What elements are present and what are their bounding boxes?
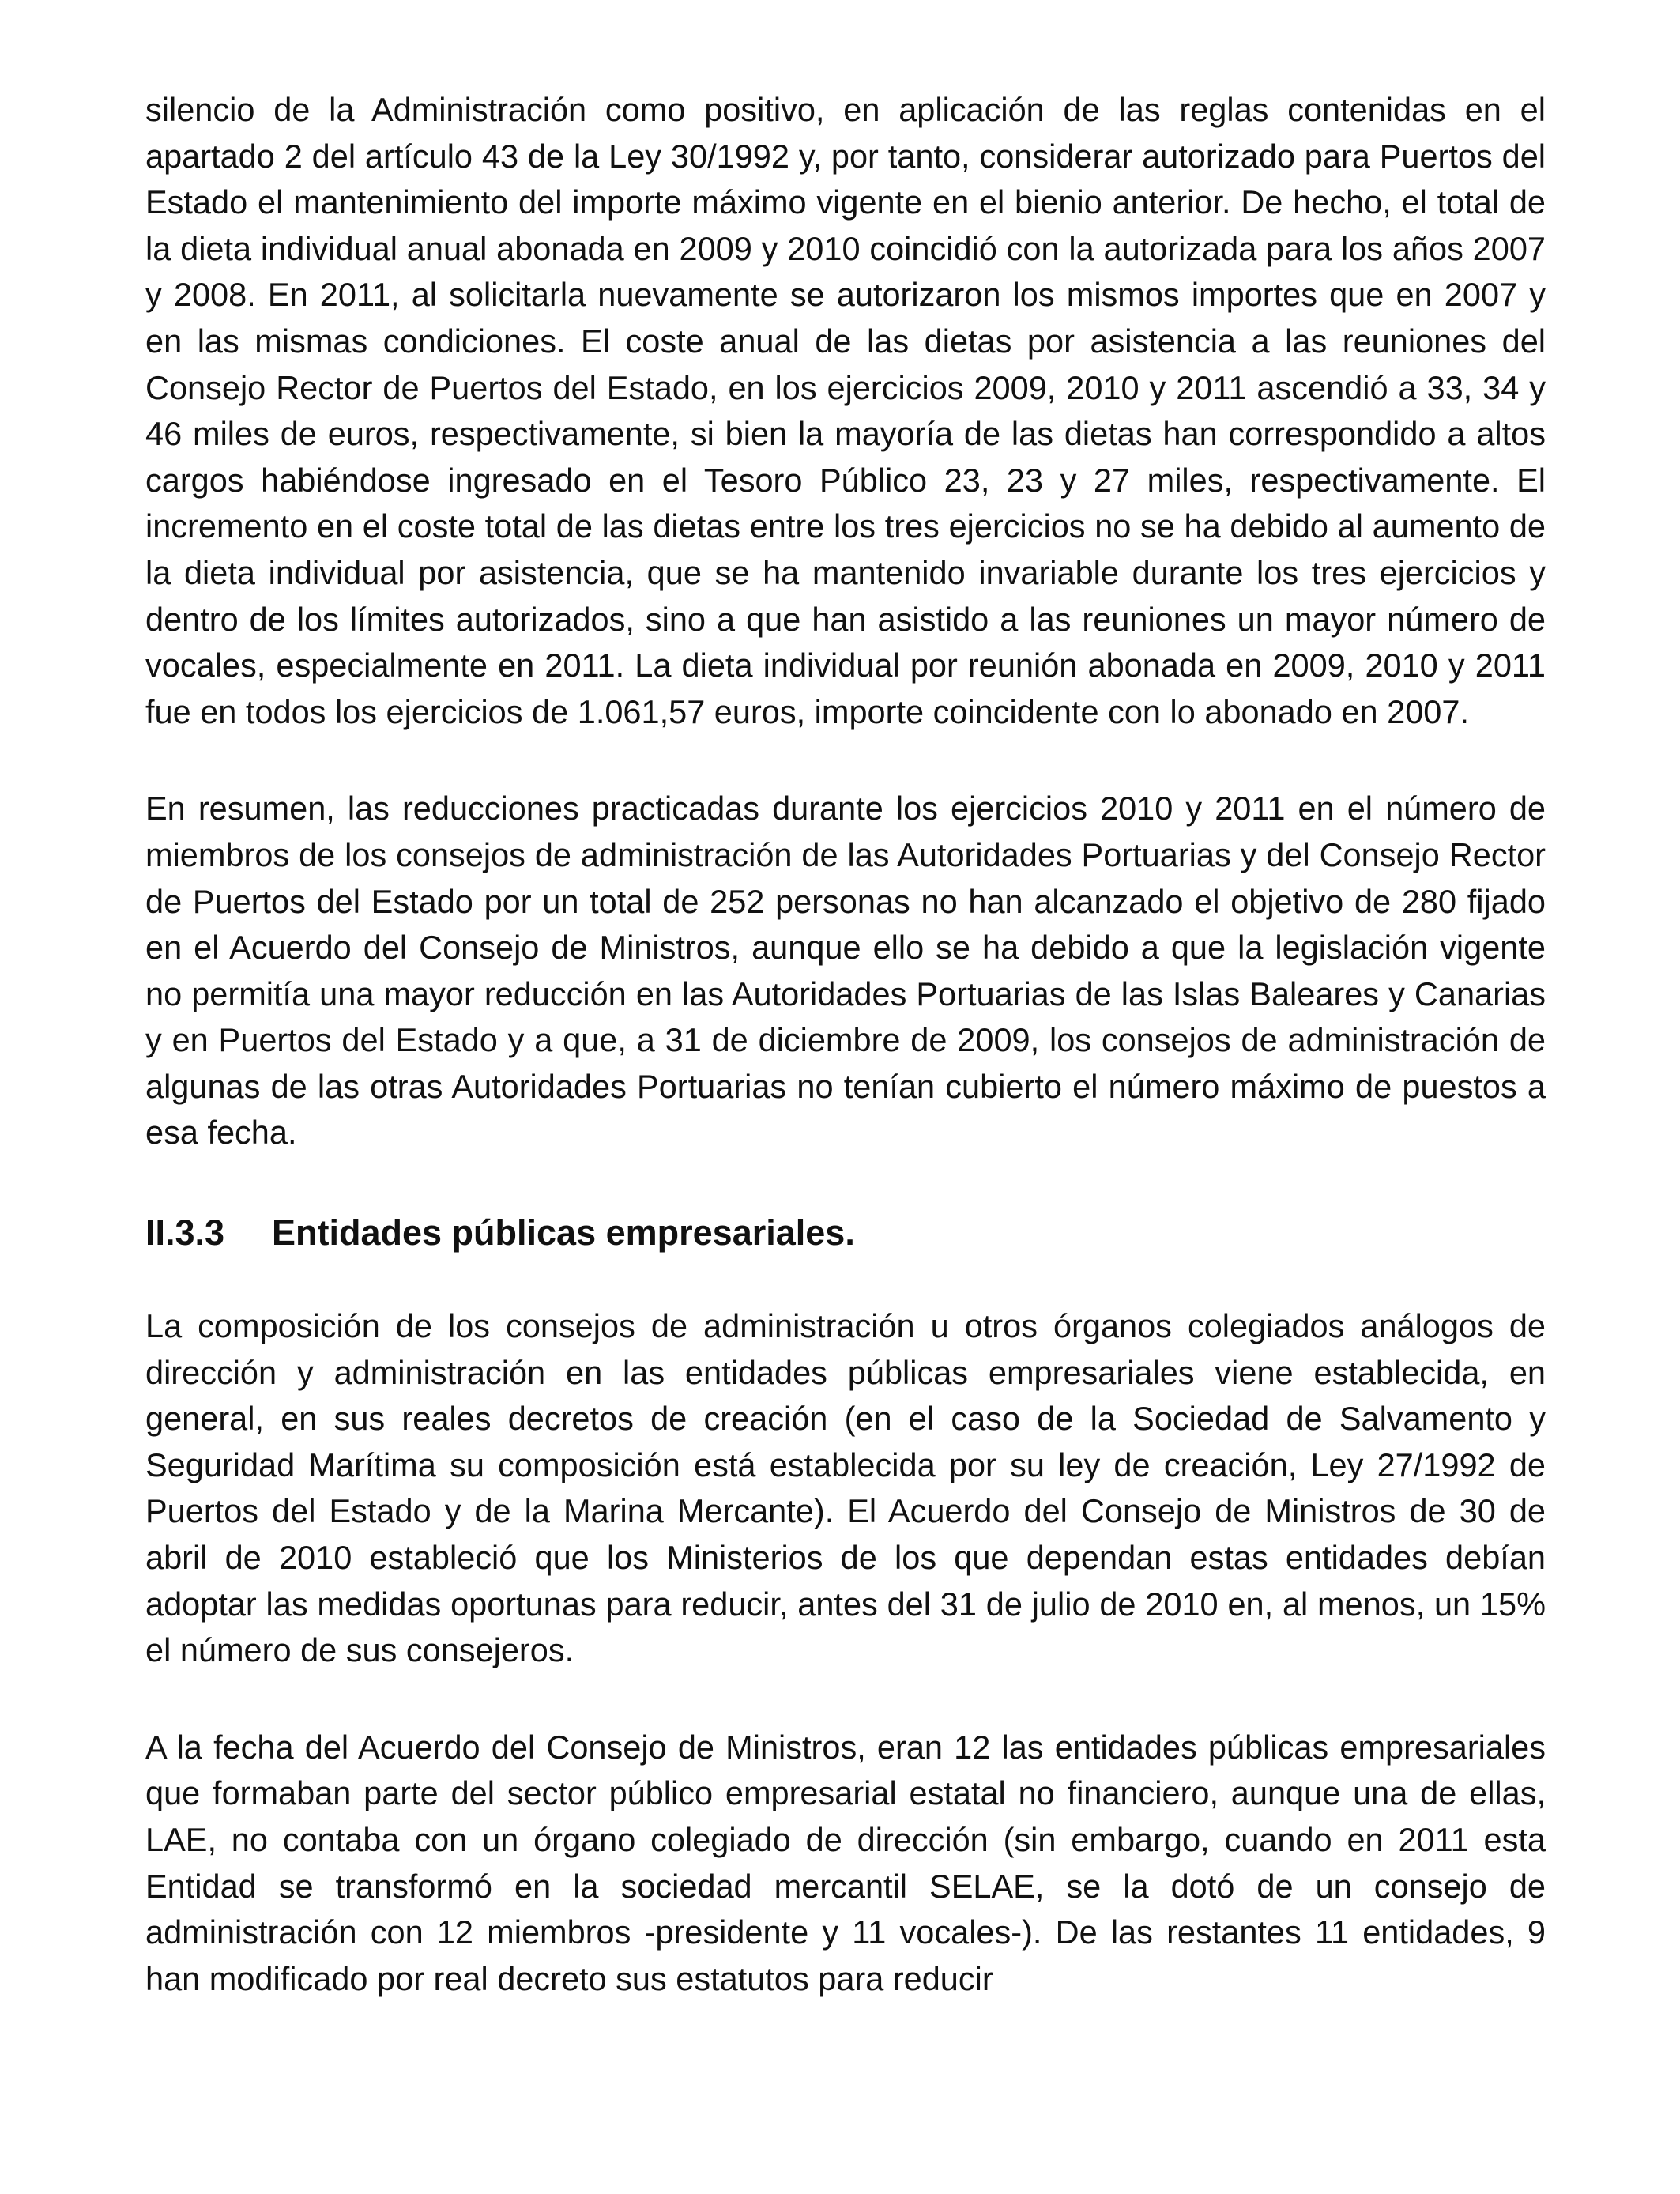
section-title: Entidades públicas empresariales. [272, 1212, 855, 1253]
paragraph-entidades-publicas: A la fecha del Acuerdo del Consejo de Ministros, eran 12 las entidades públicas empresariales que formaban parte del sector público empresarial estatal no financiero, aunque una de ellas, LAE, no contaba con un órgano colegiado de dirección (sin embargo, cuando en 2011 esta Entidad se transformó en la sociedad mercantil SELAE, se la dotó de un consejo de administración con 12 miembros -presidente y 11 vocales-). De las restantes 11 entidades, 9 han modificado por real decreto sus estatutos para reducir [145, 1728, 1546, 1997]
paragraph-resumen-reducciones: En resumen, las reducciones practicadas durante los ejercicios 2010 y 2011 en el número de miembros de los consejos de administración de las Autoridades Portuarias y del Consejo Rector de Puertos del Estado por un total de 252 personas no han alcanzado el objetivo de 280 fijado en el Acuerdo del Consejo de Ministros, aunque ello se ha debido a que la legislación vigente no permitía una mayor reducción en las Autoridades Portuarias de las Islas Baleares y Canarias y en Puertos del Estado y a que, a 31 de diciembre de 2009, los consejos de administración de algunas de las otras Autoridades Portuarias no tenían cubierto el número máximo de puestos a esa fecha. [145, 790, 1546, 1152]
section-heading [145, 1210, 1546, 1256]
paragraph-composicion-consejos: La composición de los consejos de administración u otros órganos colegiados análogos de dirección y administración en las entidades públicas empresariales viene establecida, en general, en sus reales decretos de creación (en el caso de la Sociedad de Salvamento y Seguridad Marítima su composición está establecida por su ley de creación, Ley 27/1992 de Puertos del Estado y de la Marina Mercante). El Acuerdo del Consejo de Ministros de 30 de abril de 2010 estableció que los Ministerios de los que dependan estas entidades debían adoptar las medidas oportunas para reducir, antes del 31 de julio de 2010 en, al menos, un 15% el número de sus consejeros. [145, 1307, 1546, 1669]
paragraph-dietas-consejo-rector: silencio de la Administración como positivo, en aplicación de las reglas contenidas en el apartado 2 del artículo 43 de la Ley 30/1992 y, por tanto, considerar autorizado para Puertos del Estado el mantenimiento del importe máximo vigente en el bienio anterior. De hecho, el total de la dieta individual anual abonada en 2009 y 2010 coincidió con la autorizada para los años 2007 y 2008. En 2011, al solicitarla nuevamente se autorizaron los mismos importes que en 2007 y en las mismas condiciones. El coste anual de las dietas por asistencia a las reuniones del Consejo Rector de Puertos del Estado, en los ejercicios 2009, 2010 y 2011 ascendió a 33, 34 y 46 miles de euros, respectivamente, si bien la mayoría de las dietas han correspondido a altos cargos habiéndose ingresado en el Tesoro Público 23, 23 y 27 miles, respectivamente. El incremento en el coste total de las dietas entre los tres ejercicios no se ha debido al aumento de la dieta individual por asistencia, que se ha mantenido invariable durante los tres ejercicios y dentro de los límites autorizados, sino a que han asistido a las reuniones un mayor número de vocales, especialmente en 2011. La dieta individual por reunión abonada en 2009, 2010 y 2011 fue en todos los ejercicios de 1.061,57 euros, importe coincidente con lo abonado en 2007. [145, 91, 1546, 730]
section-number: II.3.3 [145, 1212, 225, 1253]
document-page [145, 87, 1546, 2002]
